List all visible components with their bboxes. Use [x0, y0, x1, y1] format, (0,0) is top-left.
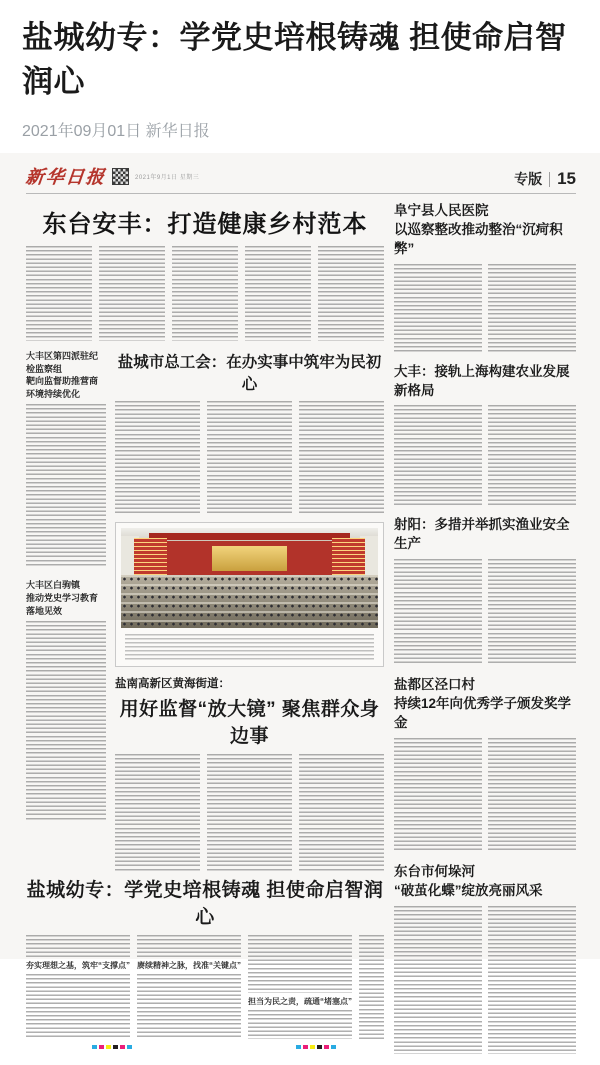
- text-column: [26, 935, 130, 1039]
- headline-yancheng-youzhuan: 盐城幼专：学党史培根铸魂 担使命启智润心: [26, 880, 384, 929]
- text-lines: [137, 974, 241, 1039]
- article-text: [394, 738, 576, 852]
- text-column: [26, 404, 106, 567]
- article-text: [394, 405, 576, 505]
- middle-region: [26, 350, 384, 872]
- text-column: [172, 246, 238, 341]
- article-sheyang-fishery: [394, 516, 576, 665]
- text-column: [394, 738, 482, 852]
- masthead-date: 2021年9月1日 星期三: [135, 174, 200, 181]
- text-lines: [248, 1010, 352, 1039]
- article-funing-hospital: [394, 202, 576, 352]
- article-text: [26, 935, 384, 1039]
- kicker: 东台市何垛河: [394, 863, 475, 879]
- subhead-1: 夯实理想之基，筑牢“支撑点”: [26, 961, 130, 971]
- main-region: [26, 202, 384, 1065]
- headline-funing-hospital: [394, 202, 576, 259]
- conference-photo-figure: [115, 522, 384, 667]
- headline-text: 靶向监督助推营商环境持续优化: [26, 376, 99, 399]
- article-text: [394, 906, 576, 1054]
- article-jingkou-scholarship: [394, 676, 576, 852]
- text-column: [488, 264, 576, 352]
- text-column: [99, 246, 165, 341]
- article-yancheng-youzhuan: [26, 875, 384, 1049]
- conference-hall-photo: [121, 528, 378, 628]
- magenta-mark: [324, 1045, 329, 1049]
- photo-screen: [212, 546, 287, 570]
- yellow-mark: [106, 1045, 111, 1049]
- article-header: [0, 0, 600, 141]
- text-column: [26, 621, 106, 821]
- text-column: [115, 401, 200, 515]
- cyan-mark: [127, 1045, 132, 1049]
- text-column: [488, 405, 576, 505]
- text-column: [245, 246, 311, 341]
- left-rail: [26, 350, 106, 872]
- cmyk-marks: [92, 1045, 132, 1049]
- kicker: 盐都区泾口村: [394, 677, 475, 693]
- paper-body: [26, 202, 576, 1065]
- kicker: 阜宁县人民医院: [394, 203, 489, 219]
- photo-audience-heads: [121, 575, 378, 628]
- text-column: [299, 754, 384, 872]
- article-dafeng-shanghai: [394, 363, 576, 506]
- text-column: [207, 754, 292, 872]
- headline-dafeng-shanghai: 大丰：接轨上海构建农业发展新格局: [394, 363, 570, 398]
- text-lines: [248, 935, 352, 993]
- headline-jingkou-scholarship: [394, 676, 576, 733]
- headline-heduo-river: [394, 863, 576, 901]
- article-text: [394, 264, 576, 352]
- yellow-mark: [310, 1045, 315, 1049]
- article-union: [115, 350, 384, 515]
- center-column: [115, 350, 384, 872]
- section-label: 专版: [514, 171, 543, 188]
- kicker-huanghai-street: 盐南高新区黄海街道：: [115, 678, 230, 691]
- cyan-mark: [92, 1045, 97, 1049]
- photo-audience: [121, 575, 378, 628]
- text-column: [299, 401, 384, 515]
- text-column: [488, 906, 576, 1054]
- black-mark: [317, 1045, 322, 1049]
- text-column: [394, 264, 482, 352]
- cyan-mark: [296, 1045, 301, 1049]
- article-huanghai-street: [115, 675, 384, 872]
- photo-stage: [139, 541, 360, 575]
- magenta-mark: [120, 1045, 125, 1049]
- article-text: [115, 754, 384, 872]
- newspaper-page-image[interactable]: [0, 153, 600, 1007]
- page-number: 15: [557, 169, 576, 189]
- text-column: [394, 559, 482, 665]
- masthead-right: [514, 169, 576, 189]
- article-dongtai-anfeng: [26, 204, 384, 341]
- article-heduo-river: [394, 863, 576, 1054]
- headline-text: 以巡察整改推动整治“沉疴积弊”: [394, 221, 563, 256]
- magenta-mark: [303, 1045, 308, 1049]
- newspaper-logo: 新华日报: [24, 167, 107, 188]
- kicker: 大丰区第四派驻纪检监察组: [26, 351, 99, 374]
- cmyk-marks: [296, 1045, 336, 1049]
- headline-union: 盐城市总工会：在办实事中筑牢为民初心: [117, 354, 382, 394]
- text-column: [115, 754, 200, 872]
- cyan-mark: [331, 1045, 336, 1049]
- article-title: 盐城幼专：学党史培根铸魂 担使命启智润心: [22, 20, 567, 100]
- article-text: [26, 246, 384, 341]
- text-column: [318, 246, 384, 341]
- photo-banner: [149, 533, 349, 540]
- headline-dongtai-anfeng: 东台安丰：打造健康乡村范本: [42, 211, 368, 239]
- text-column: [26, 246, 92, 341]
- qr-code-icon: [112, 168, 129, 185]
- text-column: [207, 401, 292, 515]
- text-lines: [26, 935, 130, 957]
- masthead: [26, 163, 576, 194]
- article-text: [394, 559, 576, 665]
- black-mark: [113, 1045, 118, 1049]
- text-column: [248, 935, 352, 1039]
- headline-sheyang-fishery: 射阳：多措并举抓实渔业安全生产: [394, 517, 570, 552]
- article-meta: 2021年09月01日 新华日报: [22, 123, 210, 141]
- text-column: [137, 935, 241, 1039]
- photo-caption: [125, 634, 374, 660]
- headline-dafeng-jiancha: [26, 350, 106, 400]
- divider: [549, 172, 550, 187]
- headline-text: 持续12年向优秀学子颁发奖学金: [394, 696, 572, 731]
- text-column: [359, 935, 384, 1039]
- right-rail: [394, 202, 576, 1065]
- text-lines: [26, 974, 130, 1039]
- headline-huanghai-street: 用好监督“放大镜” 聚焦群众身边事: [119, 699, 380, 748]
- headline-dafeng-baiju: [26, 579, 106, 617]
- text-lines: [137, 935, 241, 957]
- subhead-3: 担当为民之责，疏通“堵塞点”: [248, 997, 352, 1007]
- subhead-2: 赓续精神之脉，找准“关键点”: [137, 961, 241, 971]
- print-registration-marks: [92, 1045, 336, 1049]
- text-column: [394, 906, 482, 1054]
- magenta-mark: [99, 1045, 104, 1049]
- headline-text: “破茧化蝶”绽放亮丽风采: [394, 882, 543, 898]
- headline-text: 推动党史学习教育落地见效: [26, 593, 99, 616]
- kicker: 大丰区白驹镇: [26, 580, 81, 591]
- text-column: [488, 738, 576, 852]
- text-column: [394, 405, 482, 505]
- text-column: [488, 559, 576, 665]
- article-text: [115, 401, 384, 515]
- masthead-left: [26, 163, 199, 189]
